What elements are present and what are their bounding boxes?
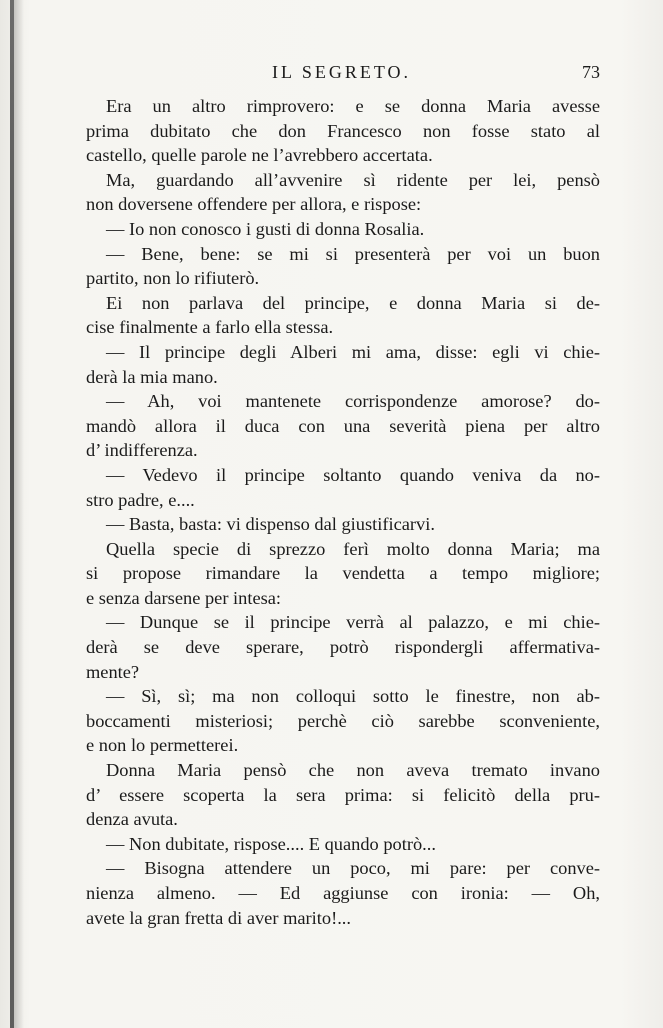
text-line: Quella specie di sprezzo ferì molto donna Maria; ma <box>106 538 600 559</box>
text-line: boccamenti misteriosi; perchè ciò sarebbe sconveniente, <box>86 710 600 731</box>
text-line: — Bisogna attendere un poco, mi pare: per conve- <box>106 858 600 879</box>
text-line: Ma, guardando all’avvenire sì ridente per lei, pensò <box>106 169 600 190</box>
text-line: derà se deve sperare, potrò rispondergli affermativa- <box>86 637 600 658</box>
text-line: denza avuta. <box>86 809 178 830</box>
text-line: non doversene offendere per allora, e rispose: <box>86 194 422 215</box>
text-line: — Ah, voi mantenete corrispondenze amorose? do- <box>106 391 600 412</box>
text-line: derà la mia mano. <box>86 366 218 387</box>
text-line: Donna Maria pensò che non aveva tremato invano <box>106 760 600 781</box>
text-line: — Vedevo il principe soltanto quando veniva da no- <box>106 464 600 485</box>
binding-shadow <box>14 0 24 1028</box>
text-line: Ei non parlava del principe, e donna Maria si de- <box>106 292 600 313</box>
text-line: e non lo permetterei. <box>86 735 239 756</box>
text-line: — Io non conosco i gusti di donna Rosalia. <box>106 218 425 239</box>
text-line: — Basta, basta: vi dispenso dal giustificarvi. <box>106 514 435 535</box>
body-text <box>86 94 600 930</box>
text-line: mandò allora il duca con una severità piena per altro <box>86 415 600 436</box>
text-line: d’ essere scoperta la sera prima: si felicitò della pru- <box>86 784 600 805</box>
text-line: si propose rimandare la vendetta a tempo migliore; <box>86 563 600 584</box>
text-line: partito, non lo rifiuterò. <box>86 268 260 289</box>
text-line: — Non dubitate, rispose.... E quando potrò... <box>106 833 436 854</box>
text-line: — Il principe degli Alberi mi ama, disse: egli vi chie- <box>106 341 600 362</box>
text-line: — Sì, sì; ma non colloqui sotto le finestre, non ab- <box>106 686 600 707</box>
text-line: nienza almeno. — Ed aggiunse con ironia: — Oh, <box>86 883 600 903</box>
running-title: IL SEGRETO. <box>272 62 411 82</box>
text-line: mente? <box>86 661 140 682</box>
text-line: e senza darsene per intesa: <box>86 587 282 608</box>
text-line: — Bene, bene: se mi si presenterà per voi un buon <box>106 243 600 264</box>
text-line: prima dubitato che don Francesco non fosse stato al <box>86 120 600 141</box>
page-header <box>86 62 600 88</box>
text-line: castello, quelle parole ne l’avrebbero accertata. <box>86 145 433 166</box>
text-line: — Dunque se il principe verrà al palazzo, e mi chie- <box>106 612 600 633</box>
text-line: stro padre, e.... <box>86 489 195 510</box>
text-line: cise finalmente a farlo ella stessa. <box>86 317 334 338</box>
text-line: d’ indifferenza. <box>86 440 198 461</box>
text-line: Era un altro rimprovero: e se donna Maria avesse <box>106 96 600 116</box>
text-line: avete la gran fretta di aver marito!... <box>86 907 351 928</box>
page-number: 73 <box>582 62 600 82</box>
